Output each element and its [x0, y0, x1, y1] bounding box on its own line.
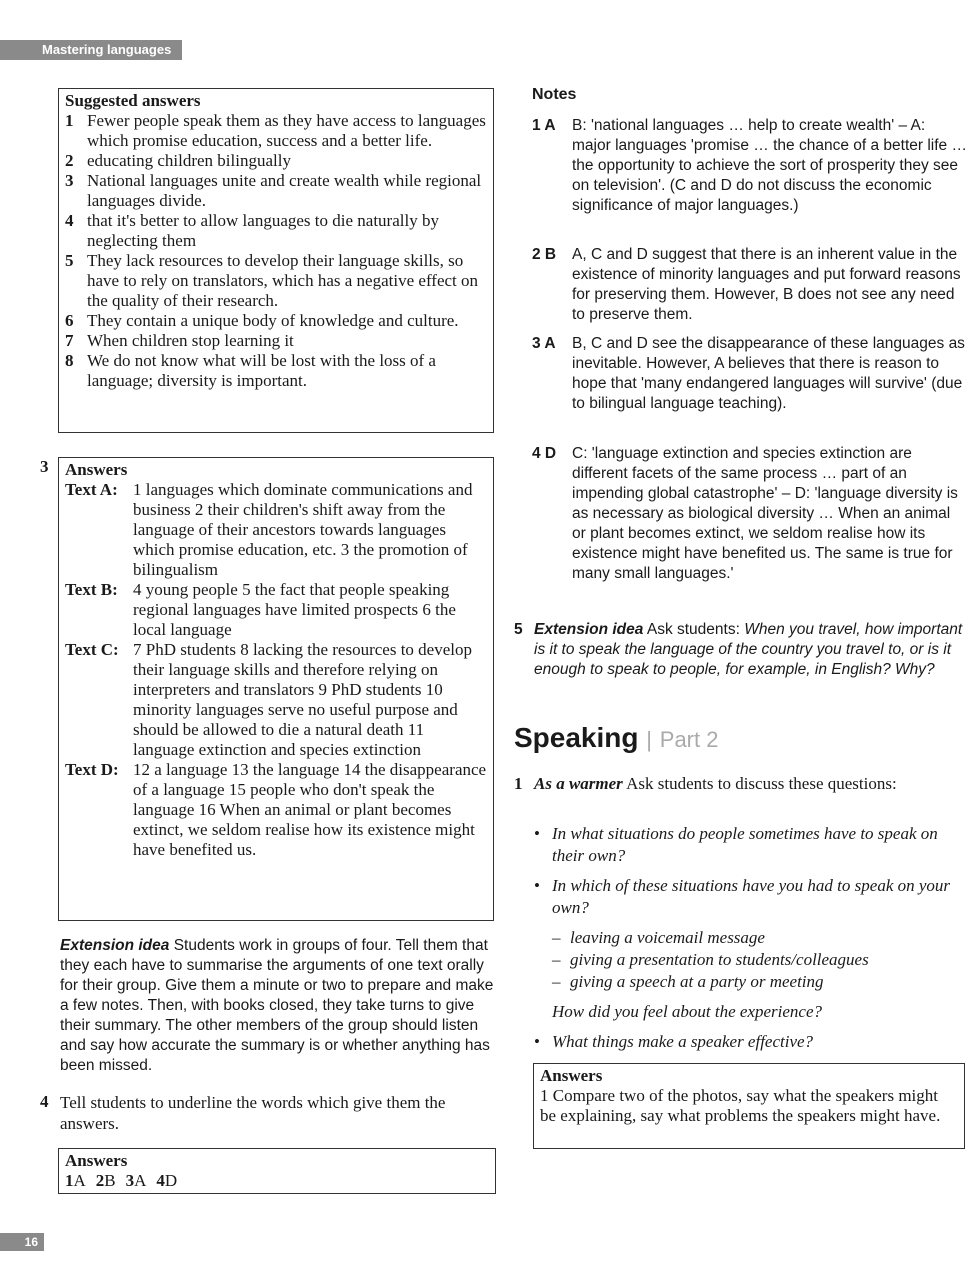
answer-letter: B: [104, 1171, 116, 1190]
text-answers: 7 PhD students 8 lacking the resources to develop their language skills and therefore relying on interpreters and translators 9 PhD students 10 minority languages serve no useful purpose and should be allowed to die a natural death 11 language extinction and species extinction: [133, 640, 472, 759]
text-answer-row: [65, 640, 487, 760]
question-5-question: When you travel, how important is it to speak the language of the country you travel to, or is it enough to speak to people, for example, in English? Why?: [534, 621, 963, 678]
item-text: National languages unite and create wealth while regional languages divide.: [87, 171, 482, 210]
answer-number: 4: [156, 1171, 165, 1190]
speaking-q1-text: Ask students to discuss these questions:: [626, 774, 897, 793]
answer-letter: A: [134, 1171, 147, 1190]
speaking-dash-text: giving a presentation to students/colleagues: [570, 950, 869, 969]
text-answers: 4 young people 5 the fact that people speaking regional languages have limited prospects 6 the local language: [133, 580, 456, 639]
bullet-dot-icon: •: [534, 1032, 540, 1051]
item-text: When children stop learning it: [87, 331, 294, 350]
suggested-answer-item: [65, 211, 487, 251]
speaking-heading: [514, 722, 718, 754]
speaking-bullet: [534, 875, 966, 919]
speaking-dash-list: [534, 927, 966, 993]
item-text: that it's better to allow languages to die naturally by neglecting them: [87, 211, 439, 250]
note-key: 1 A: [532, 117, 556, 134]
speaking-bullet: [534, 1031, 966, 1053]
answer-pair: [156, 1171, 177, 1190]
item-number: 5: [65, 251, 74, 270]
suggested-answer-item: [65, 111, 487, 151]
speaking-dash-text: giving a speech at a party or meeting: [570, 972, 824, 991]
extension-idea-paragraph: [60, 936, 496, 1076]
question-5-number: 5: [514, 621, 523, 638]
speaking-part: Part 2: [659, 727, 719, 752]
answers-3-title: Answers: [65, 460, 128, 479]
text-answer-row: [65, 480, 487, 580]
bullet-dot-icon: •: [534, 876, 540, 895]
extension-idea-text: Students work in groups of four. Tell them that they each have to summarise the arguments of one text orally for their group. Give them a minute or two to prepare and make a few notes. Then, with books closed, they take turns to give their summary. The other members of the group should listen and say how accurate the summary is or whether anything has been missed.: [60, 937, 494, 1074]
item-number: 7: [65, 331, 74, 350]
text-answer-row: [65, 760, 487, 860]
question-5-label: Extension idea: [534, 621, 644, 638]
question-4-number: 4: [40, 1092, 49, 1111]
item-number: 8: [65, 351, 74, 370]
item-number: 3: [65, 171, 74, 190]
note-item: [532, 444, 968, 584]
note-item: [532, 245, 968, 325]
speaking-q1-number: 1: [514, 774, 523, 793]
speaking-dash-item: – leaving a voicemail message: [552, 928, 765, 947]
item-text: They lack resources to develop their language skills, so have to rely on translators, which has a negative effect on the quality of their research.: [87, 251, 479, 310]
speaking-q1-label: As a warmer: [534, 774, 623, 793]
note-text: A, C and D suggest that there is an inherent value in the existence of minority languages and put forward reasons for preserving them. However, B does not see any need to preserve them.: [572, 246, 961, 323]
speaking-answers-box: [533, 1063, 965, 1149]
suggested-answers-title: Suggested answers: [65, 91, 201, 110]
speaking-dash-item: – giving a speech at a party or meeting: [552, 972, 824, 991]
answers-4-box: [58, 1148, 496, 1194]
answer-number: 1: [65, 1171, 74, 1190]
suggested-answer-item: [65, 171, 487, 211]
notes-title: Notes: [532, 86, 577, 103]
text-label: Text A:: [65, 480, 118, 499]
extension-idea-label: Extension idea: [60, 937, 170, 954]
answer-pair: [65, 1171, 86, 1190]
question-5-lead: Ask students:: [646, 621, 740, 638]
text-answers: 12 a language 13 the language 14 the disappearance of a language 15 people who don't speak the language 16 When an animal or plant becomes extinct, we seldom realise how its existence might have benefited us.: [133, 760, 487, 859]
bullet-dot-icon: •: [534, 824, 540, 843]
answers-4-list: [65, 1171, 489, 1191]
suggested-answer-item: [65, 151, 487, 171]
speaking-bullet-text: In what situations do people sometimes have to speak on their own?: [552, 824, 938, 865]
speaking-dash-text: leaving a voicemail message: [570, 928, 765, 947]
note-key: 4 D: [532, 445, 557, 462]
suggested-answer-item: [65, 331, 487, 351]
item-text: They contain a unique body of knowledge and culture.: [87, 311, 459, 330]
speaking-title: Speaking: [514, 722, 639, 753]
speaking-answer-text: 1 Compare two of the photos, say what the speakers might be explaining, say what problems the speakers might have.: [540, 1086, 941, 1125]
speaking-bullet: [534, 823, 966, 867]
suggested-answer-item: [65, 311, 487, 331]
page-number: 16: [0, 1233, 44, 1251]
note-text: B: 'national languages … help to create wealth' – A: major languages 'promise … the chance of a better life … the opportunity to achieve the sort of prosperity they see on television'. (C and D do not discuss the economic significance of major languages.): [572, 117, 967, 214]
speaking-question-1: [514, 773, 966, 794]
item-text: We do not know what will be lost with the loss of a language; diversity is important.: [87, 351, 436, 390]
note-key: 3 A: [532, 335, 556, 352]
question-5: [514, 620, 966, 680]
answer-pair: [96, 1171, 116, 1190]
speaking-dash-item: – giving a presentation to students/colleagues: [552, 950, 869, 969]
text-answers: 1 languages which dominate communications and business 2 their children's shift away from the language of their ancestors towards languages which promise education, etc. 3 the promotion of bilingualism: [133, 480, 473, 579]
answer-letter: D: [164, 1171, 178, 1190]
answers-3-texts: [65, 480, 487, 860]
note-item: [532, 334, 968, 414]
item-number: 1: [65, 111, 74, 130]
text-label: Text C:: [65, 640, 119, 659]
answers-4-title: Answers: [65, 1151, 128, 1170]
item-number: 4: [65, 211, 74, 230]
note-text: C: 'language extinction and species extinction are different facets of the same process … part of an impending global catastrophe' – D: 'language diversity is as necessary as biological diversity … When an animal or plant becomes extinct, we seldom realise how its existence might have benefited us. The same is true for many small languages.': [572, 445, 958, 582]
speaking-bullets: [534, 823, 966, 1061]
suggested-answer-item: [65, 351, 487, 391]
suggested-answers-list: [65, 111, 487, 391]
note-text: B, C and D see the disappearance of these languages as inevitable. However, A believes that there is reason to hope that 'many endangered languages will survive' (due to bilingual language teaching).: [572, 335, 965, 412]
suggested-answers-box: [58, 88, 494, 433]
speaking-part-divider: |: [646, 727, 652, 752]
text-answer-row: [65, 580, 487, 640]
text-label: Text B:: [65, 580, 118, 599]
item-text: educating children bilingually: [87, 151, 291, 170]
question-4-text: Tell students to underline the words which give them the answers.: [60, 1093, 446, 1133]
answer-number: 2: [95, 1171, 105, 1190]
speaking-bullet-text: In which of these situations have you had to speak on your own?: [552, 876, 951, 917]
section-header-tab: Mastering languages: [0, 40, 182, 60]
item-number: 6: [65, 311, 74, 330]
text-label: Text D:: [65, 760, 119, 779]
speaking-follow-up: How did you feel about the experience?: [552, 1002, 823, 1021]
speaking-bullet-text: What things make a speaker effective?: [552, 1032, 814, 1051]
item-text: Fewer people speak them as they have access to languages which promise education, success and a better life.: [87, 111, 486, 150]
answer-pair: [126, 1171, 147, 1190]
answer-letter: A: [73, 1171, 86, 1190]
answers-3-box: [58, 457, 494, 921]
note-item: [532, 116, 968, 216]
note-key: 2 B: [532, 246, 557, 263]
question-3-number: 3: [40, 457, 49, 476]
answer-number: 3: [125, 1171, 135, 1190]
suggested-answer-item: [65, 251, 487, 311]
speaking-answers-title: Answers: [540, 1066, 603, 1085]
item-number: 2: [65, 151, 74, 170]
